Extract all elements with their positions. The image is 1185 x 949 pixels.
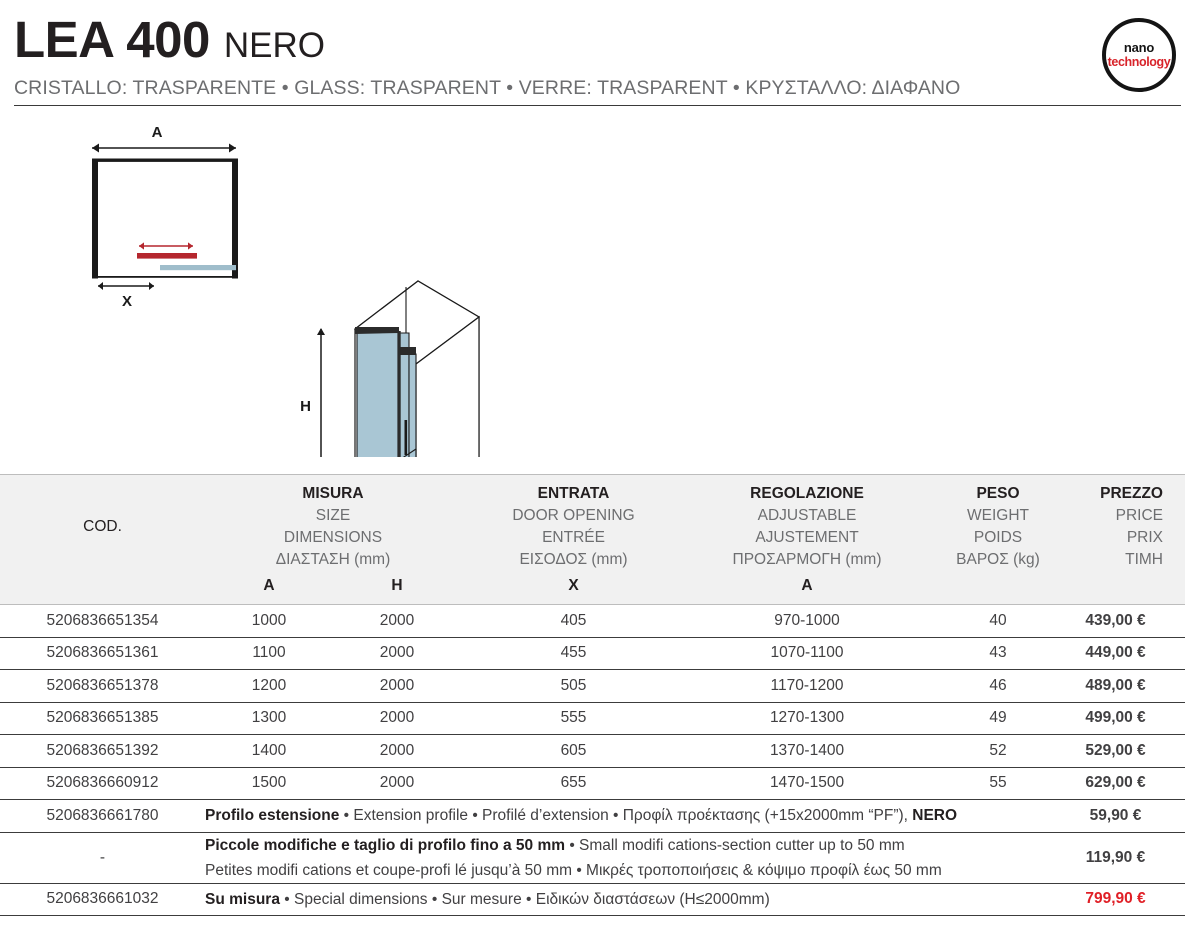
subheader-cod [0,571,205,605]
cell-size-h: 2000 [333,605,461,638]
cell-door-opening-x: 605 [461,735,686,768]
plan-view-diagram [92,124,238,310]
header-regolazione-l4: ΠΡΟΣΑΡΜΟΓΗ (mm) [732,551,882,568]
cell-price: 799,90 € [1068,883,1185,916]
header-peso-l4: ΒΑΡΟΣ (kg) [956,551,1040,568]
subheader-misura-a: A [205,571,333,605]
header-misura-l1: MISURA [302,485,364,502]
description-line-2: Petites modifi cations et coupe-profi lé jusqu’à 50 mm • Μικρές τροποποιήσεις & κόψιμο προφίλ έως 50 mm [205,861,942,879]
cell-price: 499,00 € [1068,702,1185,735]
subheader-misura-h: H [333,571,461,605]
cell-code: 5206836651385 [0,702,205,735]
cell-description [205,800,1068,833]
plan-fixed-panel-bar [160,265,236,270]
iso-glass-fixed-panel [357,331,398,457]
cell-weight: 43 [928,637,1068,670]
cell-code: 5206836651361 [0,637,205,670]
description-rest: • Special dimensions • Sur mesure • Ειδικών διαστάσεων (H≤2000mm) [279,890,770,908]
table-row[interactable] [0,767,1185,800]
table-row[interactable] [0,702,1185,735]
cell-adjustable: 1470-1500 [686,767,928,800]
table-row[interactable] [0,605,1185,638]
header-regolazione [686,475,928,572]
drawings-svg [0,107,1185,457]
glass-type-subtitle: CRISTALLO: TRASPARENTE • GLASS: TRASPARENT • VERRE: TRASPARENT • ΚΡΥΣΤΑΛΛΟ: ΔΙΑΦΑΝΟ [14,77,961,99]
cell-size-a: 1200 [205,670,333,703]
description-bold-lead: Piccole modifiche e taglio di profilo fino a 50 mm [205,836,566,854]
cell-door-opening-x: 655 [461,767,686,800]
plan-right-wall [232,159,238,279]
cell-adjustable: 1170-1200 [686,670,928,703]
iso-upper-rail-right [399,347,416,355]
cell-door-opening-x: 455 [461,637,686,670]
cell-adjustable: 970-1000 [686,605,928,638]
description-bold-trail: NERO [912,807,958,825]
table-header-row [0,475,1185,572]
header-entrata-l2: DOOR OPENING [512,507,635,524]
header-peso-l3: POIDS [973,529,1023,546]
header-entrata-l4: ΕΙΣΟΔΟΣ (mm) [519,551,628,568]
dimension-arrow-h [317,324,325,457]
cell-size-h: 2000 [333,767,461,800]
cell-weight: 52 [928,735,1068,768]
header-prezzo-l4: ΤΙΜΗ [1125,551,1163,568]
header-peso [928,475,1068,572]
table-row[interactable] [0,735,1185,768]
dimension-arrow-x [98,282,154,290]
specification-table [0,474,1185,916]
iso-vertical-stile [398,331,401,457]
header-regolazione-l1: REGOLAZIONE [750,485,864,502]
header-prezzo-l2: PRICE [1115,507,1163,524]
header-misura-l4: ΔΙΑΣΤΑΣΗ (mm) [275,551,391,568]
header-cod [0,475,205,572]
cell-adjustable: 1370-1400 [686,735,928,768]
cell-door-opening-x: 405 [461,605,686,638]
description-bold-lead: Su misura [205,890,280,908]
cell-weight: 40 [928,605,1068,638]
header-misura [205,475,461,572]
header-entrata-l3: ENTRÉE [542,529,605,546]
iso-glass-door-leaf [409,354,416,457]
iso-top-rail-profile [355,327,399,334]
cell-code: 5206836651392 [0,735,205,768]
cell-size-h: 2000 [333,702,461,735]
technical-drawings [0,107,1185,457]
header-regolazione-l2: ADJUSTABLE [757,507,857,524]
cell-price: 529,00 € [1068,735,1185,768]
cell-code: 5206836661780 [0,800,205,833]
cell-price: 489,00 € [1068,670,1185,703]
description-line-1 [205,833,1068,858]
description-bold-lead: Profilo estensione [205,807,340,825]
cell-weight: 46 [928,670,1068,703]
nano-technology-badge [1102,18,1176,92]
description-rest: • Small modifi cations-section cutter up to 50 mm [565,836,905,854]
subheader-peso [928,571,1068,605]
cell-price: 439,00 € [1068,605,1185,638]
page-title: LEA 400 [14,11,210,68]
header-peso-l1: PESO [976,485,1020,502]
plan-sliding-door-bar [137,253,197,259]
subheader-prezzo [1068,571,1185,605]
cell-size-a: 1000 [205,605,333,638]
cell-code: - [0,832,205,883]
cell-price: 449,00 € [1068,637,1185,670]
plan-label-x: X [121,293,133,310]
header-misura-l3: DIMENSIONS [283,529,383,546]
dimension-arrow-a [92,144,236,153]
table-row[interactable] [0,670,1185,703]
plan-bottom-line [92,276,238,278]
cell-door-opening-x: 555 [461,702,686,735]
cell-size-a: 1400 [205,735,333,768]
plan-top-wall [92,159,238,162]
cell-adjustable: 1270-1300 [686,702,928,735]
header-prezzo [1068,475,1185,572]
cell-weight: 55 [928,767,1068,800]
cell-size-a: 1300 [205,702,333,735]
cell-code: 5206836651378 [0,670,205,703]
table-row[interactable] [0,637,1185,670]
title-row [14,11,1185,72]
plan-left-wall [92,159,98,279]
header-prezzo-l3: PRIX [1126,529,1163,546]
cell-code: 5206836660912 [0,767,205,800]
cell-size-a: 1500 [205,767,333,800]
plan-label-a: A [151,124,163,141]
page-header [0,0,1185,107]
nano-badge-top-label: nano [1123,39,1155,55]
description-rest: • Extension profile • Profilé d’extension • Προφίλ προέκτασης (+15x2000mm “PF”), [339,807,913,825]
header-regolazione-l3: AJUSTEMENT [755,529,859,546]
cell-code: 5206836651354 [0,605,205,638]
cell-description [205,832,1068,883]
cell-size-h: 2000 [333,735,461,768]
table-header [0,475,1185,605]
table-subheader-row [0,571,1185,605]
cell-weight: 49 [928,702,1068,735]
header-entrata-l1: ENTRATA [537,485,610,502]
subheader-regolazione-a: A [686,571,928,605]
iso-door-handle [405,420,408,455]
cell-description [205,883,1068,916]
table-row-small-modifications[interactable] [0,832,1185,883]
cell-adjustable: 1070-1100 [686,637,928,670]
plan-door-travel-arrow [139,242,193,249]
nano-badge-bottom-label: technology [1107,55,1171,70]
subheader-entrata-x: X [461,571,686,605]
cell-price: 59,90 € [1068,800,1185,833]
header-cod-label: COD. [83,518,122,535]
iso-label-h: H [300,398,311,415]
table-body [0,605,1185,916]
header-peso-l2: WEIGHT [967,507,1029,524]
table-row-extension-profile[interactable] [0,800,1185,833]
cell-price: 629,00 € [1068,767,1185,800]
header-prezzo-l1: PREZZO [1100,485,1163,502]
cell-size-a: 1100 [205,637,333,670]
isometric-view-diagram [300,281,479,457]
header-entrata [461,475,686,572]
cell-door-opening-x: 505 [461,670,686,703]
header-divider [14,105,1181,106]
cell-price: 119,90 € [1068,832,1185,883]
page-title-variant: NERO [223,26,325,65]
cell-size-h: 2000 [333,637,461,670]
table-row-special-dimensions[interactable] [0,883,1185,916]
cell-code: 5206836661032 [0,883,205,916]
cell-size-h: 2000 [333,670,461,703]
header-misura-l2: SIZE [315,507,351,524]
